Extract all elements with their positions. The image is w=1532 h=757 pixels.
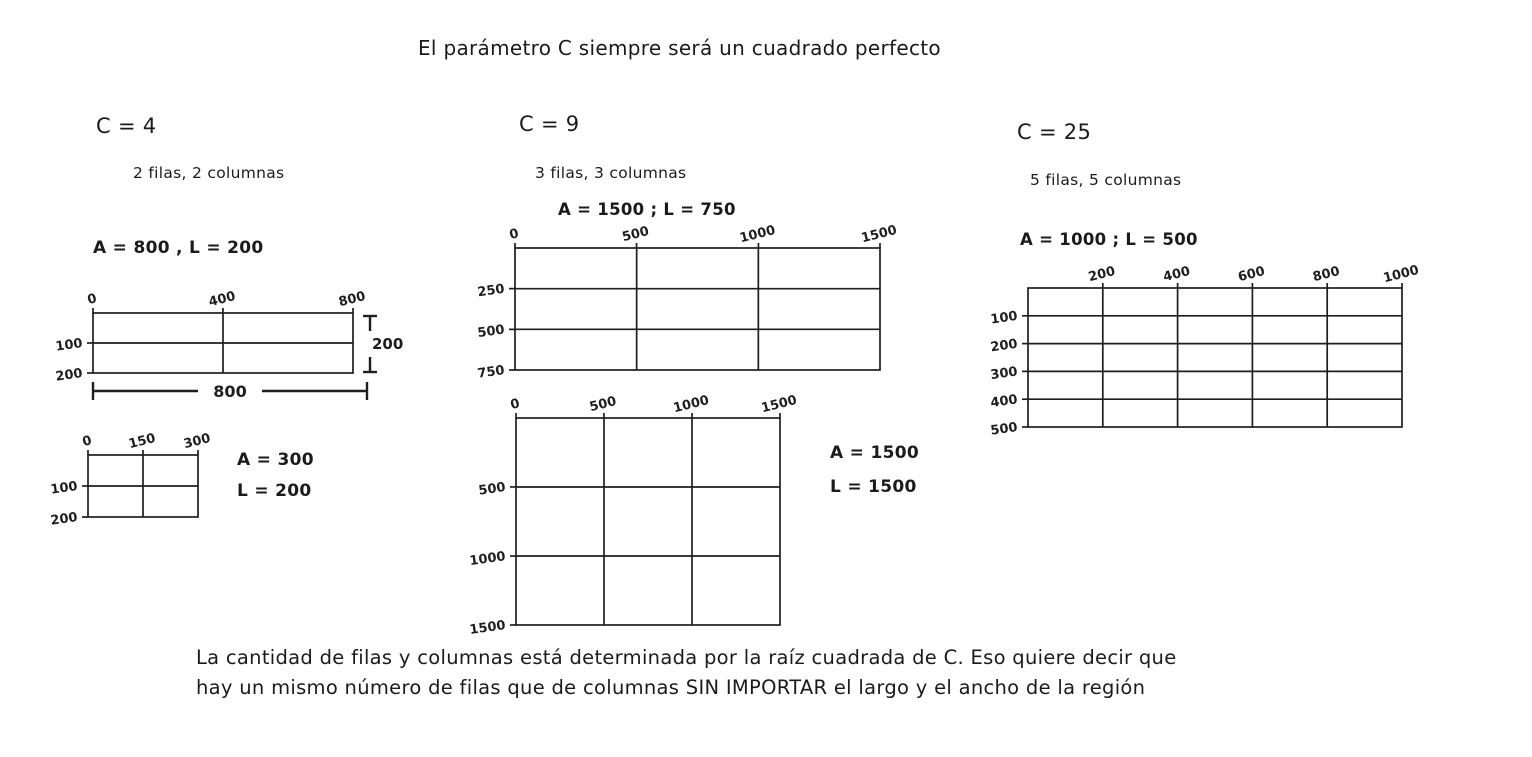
- grid-c4-main-xtick-label: 800: [337, 289, 368, 311]
- height-bracket-label: 200: [372, 335, 404, 353]
- grid-c9-wide-ytick-label: 500: [476, 322, 506, 342]
- params-c25: A = 1000 ; L = 500: [1020, 230, 1198, 249]
- grid-c4-small-xtick-label: 150: [127, 431, 158, 453]
- label-square-grid-a: A = 1500: [830, 443, 919, 463]
- grid-c9-wide-xtick-label: 1000: [738, 222, 777, 247]
- grid-c25-xtick-label: 1000: [1381, 262, 1421, 287]
- grid-c9-square-ytick-label: 1000: [468, 549, 507, 570]
- subheading-c4: 2 filas, 2 columnas: [133, 164, 285, 182]
- grid-c9-wide-ytick-label: 250: [476, 281, 506, 301]
- grid-c25-border: [1028, 288, 1402, 427]
- grid-c4-small-xtick-label: 300: [182, 431, 213, 453]
- grid-c9-square: [469, 393, 799, 638]
- grid-c4-small-ytick-label: 100: [49, 479, 79, 498]
- heading-c4: C = 4: [96, 114, 157, 138]
- footer-line-2: hay un mismo número de filas que de columnas SIN IMPORTAR el largo y el ancho de la región: [196, 676, 1146, 699]
- grid-c9-wide-xtick-label: 0: [507, 226, 521, 243]
- grid-c9-wide-xtick-label: 500: [620, 224, 651, 246]
- grid-c4-small-xtick-label: 0: [80, 433, 94, 450]
- grid-c25-xtick-label: 400: [1161, 264, 1192, 286]
- grid-c4-small-ytick-label: 200: [49, 510, 79, 529]
- grid-c9-square-xtick-label: 500: [588, 394, 619, 416]
- grid-c25-ytick-label: 400: [989, 392, 1019, 411]
- label-square-grid-l: L = 1500: [830, 477, 917, 497]
- grid-c9-wide: [477, 223, 899, 382]
- grid-c25: [990, 263, 1421, 439]
- grid-c4-main-ytick-label: 100: [54, 336, 84, 355]
- grid-c9-square-xtick-label: 1500: [759, 392, 799, 417]
- grid-c9-wide-ytick-label: 750: [476, 363, 506, 382]
- label-small-grid-a: A = 300: [237, 450, 314, 470]
- grid-c4-small: [50, 431, 213, 529]
- grid-c9-square-ytick-label: 500: [477, 480, 507, 499]
- footer-line-1: La cantidad de filas y columnas está determinada por la raíz cuadrada de C. Eso quiere decir que: [196, 646, 1177, 669]
- grid-c25-xtick-label: 800: [1311, 264, 1342, 286]
- subheading-c25: 5 filas, 5 columnas: [1030, 171, 1182, 189]
- dimension-brackets: [93, 316, 403, 401]
- label-small-grid-l: L = 200: [237, 481, 312, 501]
- grid-c4-main-ytick-label: 200: [54, 366, 84, 385]
- grid-c25-xtick-label: 200: [1086, 264, 1117, 286]
- grid-c9-wide-border: [515, 248, 880, 370]
- params-c4: A = 800 , L = 200: [93, 238, 264, 258]
- grid-c25-ytick-label: 300: [989, 364, 1019, 384]
- subheading-c9: 3 filas, 3 columnas: [535, 164, 687, 182]
- grid-c4-main-xtick-label: 0: [85, 291, 99, 308]
- page-title: El parámetro C siempre será un cuadrado perfecto: [418, 36, 941, 60]
- grid-c25-ytick-label: 200: [989, 336, 1019, 356]
- grid-c25-ytick-label: 100: [989, 308, 1019, 328]
- grid-c9-square-xtick-label: 1000: [671, 392, 711, 417]
- grid-c4-main-xtick-label: 400: [207, 289, 238, 311]
- grid-c9-square-xtick-label: 0: [508, 396, 522, 413]
- grid-c9-wide-xtick-label: 1500: [859, 222, 899, 247]
- heading-c25: C = 25: [1017, 120, 1092, 144]
- grid-c25-xtick-label: 600: [1236, 264, 1267, 286]
- grid-c9-square-ytick-label: 1500: [468, 618, 507, 638]
- grid-c25-ytick-label: 500: [989, 420, 1019, 439]
- heading-c9: C = 9: [519, 112, 580, 136]
- grid-c9-square-border: [516, 418, 780, 625]
- params-c9: A = 1500 ; L = 750: [558, 200, 736, 219]
- width-bracket-label: 800: [213, 382, 247, 401]
- grid-c4-main: [55, 289, 368, 385]
